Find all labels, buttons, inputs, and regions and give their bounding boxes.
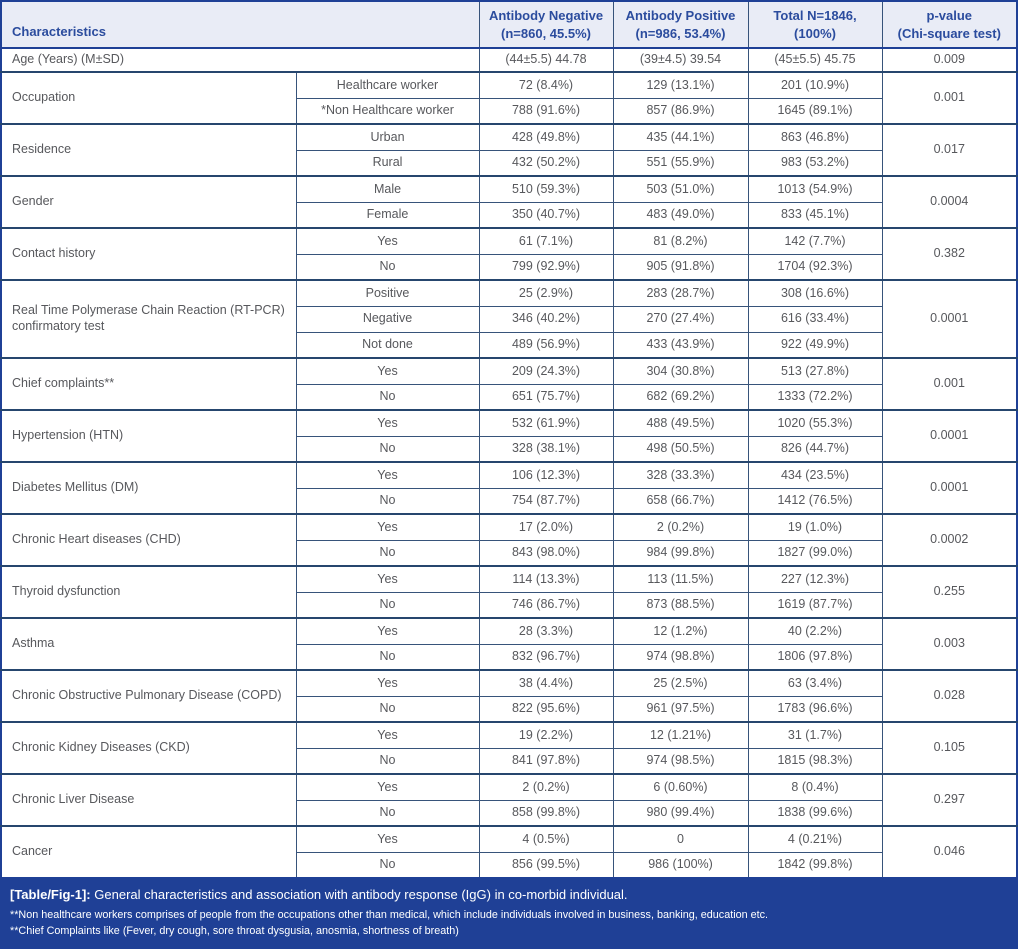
value-cell: 503 (51.0%) bbox=[613, 176, 748, 202]
value-cell: 328 (38.1%) bbox=[479, 436, 613, 462]
characteristic-label: Hypertension (HTN) bbox=[1, 410, 296, 462]
p-value-cell: 0.0002 bbox=[882, 514, 1017, 566]
subcategory-label: No bbox=[296, 644, 479, 670]
characteristic-label: Gender bbox=[1, 176, 296, 228]
characteristic-label: Age (Years) (M±SD) bbox=[1, 48, 479, 72]
characteristic-label: Cancer bbox=[1, 826, 296, 878]
value-cell: 201 (10.9%) bbox=[748, 72, 882, 98]
header-line: (100%) bbox=[794, 25, 836, 41]
value-cell: 974 (98.5%) bbox=[613, 748, 748, 774]
value-cell: 2 (0.2%) bbox=[613, 514, 748, 540]
value-cell: 283 (28.7%) bbox=[613, 280, 748, 306]
subcategory-label: *Non Healthcare worker bbox=[296, 98, 479, 124]
subcategory-label: No bbox=[296, 800, 479, 826]
characteristic-label: Chronic Liver Disease bbox=[1, 774, 296, 826]
value-cell: 435 (44.1%) bbox=[613, 124, 748, 150]
value-cell: 498 (50.5%) bbox=[613, 436, 748, 462]
characteristic-label: Chief complaints** bbox=[1, 358, 296, 410]
table-row bbox=[1, 72, 1017, 98]
characteristic-label: Chronic Obstructive Pulmonary Disease (COPD) bbox=[1, 670, 296, 722]
subcategory-label: Yes bbox=[296, 514, 479, 540]
header-line: Total N=1846, bbox=[773, 8, 857, 23]
p-value-cell: 0.255 bbox=[882, 566, 1017, 618]
value-cell: 28 (3.3%) bbox=[479, 618, 613, 644]
value-cell: 142 (7.7%) bbox=[748, 228, 882, 254]
value-cell: 832 (96.7%) bbox=[479, 644, 613, 670]
value-cell: 81 (8.2%) bbox=[613, 228, 748, 254]
value-cell: 31 (1.7%) bbox=[748, 722, 882, 748]
value-cell: 61 (7.1%) bbox=[479, 228, 613, 254]
characteristic-label: Asthma bbox=[1, 618, 296, 670]
subcategory-label: No bbox=[296, 540, 479, 566]
subcategory-label: No bbox=[296, 748, 479, 774]
value-cell: 40 (2.2%) bbox=[748, 618, 882, 644]
value-cell: 1827 (99.0%) bbox=[748, 540, 882, 566]
p-value-cell: 0.382 bbox=[882, 228, 1017, 280]
table-row bbox=[1, 280, 1017, 306]
value-cell: 984 (99.8%) bbox=[613, 540, 748, 566]
table-row bbox=[1, 176, 1017, 202]
value-cell: 2 (0.2%) bbox=[479, 774, 613, 800]
table-row bbox=[1, 722, 1017, 748]
value-cell: 72 (8.4%) bbox=[479, 72, 613, 98]
characteristic-label: Diabetes Mellitus (DM) bbox=[1, 462, 296, 514]
value-cell: 856 (99.5%) bbox=[479, 852, 613, 878]
value-cell: 25 (2.5%) bbox=[613, 670, 748, 696]
subcategory-label: Yes bbox=[296, 462, 479, 488]
value-cell: 428 (49.8%) bbox=[479, 124, 613, 150]
header-row bbox=[1, 1, 1017, 48]
column-header-p-value bbox=[882, 1, 1017, 48]
value-cell: 980 (99.4%) bbox=[613, 800, 748, 826]
value-cell: 1412 (76.5%) bbox=[748, 488, 882, 514]
subcategory-label: Healthcare worker bbox=[296, 72, 479, 98]
table-row bbox=[1, 124, 1017, 150]
p-value-cell: 0.0004 bbox=[882, 176, 1017, 228]
value-cell: 551 (55.9%) bbox=[613, 150, 748, 176]
p-value-cell: 0.105 bbox=[882, 722, 1017, 774]
value-cell: 974 (98.8%) bbox=[613, 644, 748, 670]
footnote-chief-complaints: **Chief Complaints like (Fever, dry cough, sore throat dysgusia, anosmia, shortness of breath) bbox=[10, 925, 459, 938]
value-cell: 863 (46.8%) bbox=[748, 124, 882, 150]
value-cell: 19 (1.0%) bbox=[748, 514, 882, 540]
value-cell: 1783 (96.6%) bbox=[748, 696, 882, 722]
subcategory-label: Urban bbox=[296, 124, 479, 150]
table-row bbox=[1, 410, 1017, 436]
table-row bbox=[1, 228, 1017, 254]
value-cell: 905 (91.8%) bbox=[613, 254, 748, 280]
subcategory-label: No bbox=[296, 436, 479, 462]
characteristic-label: Chronic Heart diseases (CHD) bbox=[1, 514, 296, 566]
value-cell: 106 (12.3%) bbox=[479, 462, 613, 488]
value-cell: 350 (40.7%) bbox=[479, 202, 613, 228]
table-row bbox=[1, 826, 1017, 852]
value-cell: 25 (2.9%) bbox=[479, 280, 613, 306]
value-cell: 113 (11.5%) bbox=[613, 566, 748, 592]
subcategory-label: No bbox=[296, 696, 479, 722]
value-cell: 961 (97.5%) bbox=[613, 696, 748, 722]
value-cell: 857 (86.9%) bbox=[613, 98, 748, 124]
subcategory-label: No bbox=[296, 384, 479, 410]
value-cell: 1704 (92.3%) bbox=[748, 254, 882, 280]
subcategory-label: Yes bbox=[296, 410, 479, 436]
table-row bbox=[1, 514, 1017, 540]
caption-line bbox=[10, 887, 1008, 902]
value-cell: (44±5.5) 44.78 bbox=[479, 48, 613, 72]
value-cell: 1333 (72.2%) bbox=[748, 384, 882, 410]
p-value-cell: 0.0001 bbox=[882, 410, 1017, 462]
table-row bbox=[1, 462, 1017, 488]
value-cell: 1815 (98.3%) bbox=[748, 748, 882, 774]
caption-text: General characteristics and association with antibody response (IgG) in co-morbid individual. bbox=[94, 887, 628, 903]
value-cell: 873 (88.5%) bbox=[613, 592, 748, 618]
value-cell: 841 (97.8%) bbox=[479, 748, 613, 774]
characteristic-label: Occupation bbox=[1, 72, 296, 124]
value-cell: 1013 (54.9%) bbox=[748, 176, 882, 202]
value-cell: 346 (40.2%) bbox=[479, 306, 613, 332]
column-header-antibody-negative bbox=[479, 1, 613, 48]
table-row bbox=[1, 774, 1017, 800]
subcategory-label: No bbox=[296, 488, 479, 514]
value-cell: 12 (1.2%) bbox=[613, 618, 748, 644]
column-header-antibody-positive bbox=[613, 1, 748, 48]
value-cell: 658 (66.7%) bbox=[613, 488, 748, 514]
p-value-cell: 0.017 bbox=[882, 124, 1017, 176]
p-value-cell: 0.003 bbox=[882, 618, 1017, 670]
value-cell: 12 (1.21%) bbox=[613, 722, 748, 748]
value-cell: 328 (33.3%) bbox=[613, 462, 748, 488]
table-row bbox=[1, 670, 1017, 696]
subcategory-label: Yes bbox=[296, 618, 479, 644]
value-cell: 0 bbox=[613, 826, 748, 852]
p-value-cell: 0.001 bbox=[882, 72, 1017, 124]
column-header-characteristics: Characteristics bbox=[1, 1, 479, 48]
value-cell: 6 (0.60%) bbox=[613, 774, 748, 800]
value-cell: 483 (49.0%) bbox=[613, 202, 748, 228]
value-cell: 510 (59.3%) bbox=[479, 176, 613, 202]
value-cell: 209 (24.3%) bbox=[479, 358, 613, 384]
table-row bbox=[1, 358, 1017, 384]
value-cell: 746 (86.7%) bbox=[479, 592, 613, 618]
value-cell: 532 (61.9%) bbox=[479, 410, 613, 436]
value-cell: (45±5.5) 45.75 bbox=[748, 48, 882, 72]
p-value-cell: 0.0001 bbox=[882, 462, 1017, 514]
table-body bbox=[1, 48, 1017, 878]
value-cell: 682 (69.2%) bbox=[613, 384, 748, 410]
subcategory-label: Negative bbox=[296, 306, 479, 332]
value-cell: 8 (0.4%) bbox=[748, 774, 882, 800]
characteristic-label: Residence bbox=[1, 124, 296, 176]
value-cell: 19 (2.2%) bbox=[479, 722, 613, 748]
table-caption-bar bbox=[0, 879, 1018, 949]
value-cell: 1020 (55.3%) bbox=[748, 410, 882, 436]
subcategory-label: No bbox=[296, 852, 479, 878]
subcategory-label: No bbox=[296, 592, 479, 618]
value-cell: 433 (43.9%) bbox=[613, 332, 748, 358]
table-row bbox=[1, 618, 1017, 644]
value-cell: 986 (100%) bbox=[613, 852, 748, 878]
subcategory-label: Yes bbox=[296, 358, 479, 384]
value-cell: 1645 (89.1%) bbox=[748, 98, 882, 124]
subcategory-label: Male bbox=[296, 176, 479, 202]
table-row bbox=[1, 566, 1017, 592]
value-cell: 227 (12.3%) bbox=[748, 566, 882, 592]
p-value-cell: 0.046 bbox=[882, 826, 1017, 878]
value-cell: 513 (27.8%) bbox=[748, 358, 882, 384]
characteristic-label: Thyroid dysfunction bbox=[1, 566, 296, 618]
value-cell: (39±4.5) 39.54 bbox=[613, 48, 748, 72]
characteristic-label: Contact history bbox=[1, 228, 296, 280]
value-cell: 432 (50.2%) bbox=[479, 150, 613, 176]
header-line: (Chi-square test) bbox=[897, 25, 1001, 41]
subcategory-label: Yes bbox=[296, 670, 479, 696]
header-line: Antibody Positive bbox=[625, 8, 736, 23]
subcategory-label: Yes bbox=[296, 228, 479, 254]
value-cell: 488 (49.5%) bbox=[613, 410, 748, 436]
subcategory-label: Rural bbox=[296, 150, 479, 176]
value-cell: 858 (99.8%) bbox=[479, 800, 613, 826]
p-value-cell: 0.297 bbox=[882, 774, 1017, 826]
subcategory-label: Not done bbox=[296, 332, 479, 358]
column-header-total bbox=[748, 1, 882, 48]
value-cell: 4 (0.21%) bbox=[748, 826, 882, 852]
value-cell: 788 (91.6%) bbox=[479, 98, 613, 124]
subcategory-label: Yes bbox=[296, 826, 479, 852]
value-cell: 1838 (99.6%) bbox=[748, 800, 882, 826]
subcategory-label: Female bbox=[296, 202, 479, 228]
subcategory-label: Yes bbox=[296, 566, 479, 592]
subcategory-label: No bbox=[296, 254, 479, 280]
table-row bbox=[1, 48, 1017, 72]
value-cell: 983 (53.2%) bbox=[748, 150, 882, 176]
value-cell: 270 (27.4%) bbox=[613, 306, 748, 332]
header-line: Antibody Negative bbox=[488, 8, 604, 23]
p-value-cell: 0.009 bbox=[882, 48, 1017, 72]
value-cell: 4 (0.5%) bbox=[479, 826, 613, 852]
value-cell: 843 (98.0%) bbox=[479, 540, 613, 566]
subcategory-label: Yes bbox=[296, 774, 479, 800]
value-cell: 129 (13.1%) bbox=[613, 72, 748, 98]
value-cell: 922 (49.9%) bbox=[748, 332, 882, 358]
value-cell: 114 (13.3%) bbox=[479, 566, 613, 592]
subcategory-label: Yes bbox=[296, 722, 479, 748]
value-cell: 1842 (99.8%) bbox=[748, 852, 882, 878]
value-cell: 754 (87.7%) bbox=[479, 488, 613, 514]
header-line: (n=986, 53.4%) bbox=[635, 25, 726, 41]
value-cell: 38 (4.4%) bbox=[479, 670, 613, 696]
value-cell: 1806 (97.8%) bbox=[748, 644, 882, 670]
header-line: p-value bbox=[926, 8, 973, 23]
characteristic-label: Chronic Kidney Diseases (CKD) bbox=[1, 722, 296, 774]
value-cell: 63 (3.4%) bbox=[748, 670, 882, 696]
value-cell: 616 (33.4%) bbox=[748, 306, 882, 332]
value-cell: 1619 (87.7%) bbox=[748, 592, 882, 618]
p-value-cell: 0.0001 bbox=[882, 280, 1017, 358]
value-cell: 833 (45.1%) bbox=[748, 202, 882, 228]
value-cell: 489 (56.9%) bbox=[479, 332, 613, 358]
p-value-cell: 0.001 bbox=[882, 358, 1017, 410]
value-cell: 308 (16.6%) bbox=[748, 280, 882, 306]
value-cell: 434 (23.5%) bbox=[748, 462, 882, 488]
p-value-cell: 0.028 bbox=[882, 670, 1017, 722]
subcategory-label: Positive bbox=[296, 280, 479, 306]
value-cell: 651 (75.7%) bbox=[479, 384, 613, 410]
value-cell: 799 (92.9%) bbox=[479, 254, 613, 280]
value-cell: 17 (2.0%) bbox=[479, 514, 613, 540]
value-cell: 826 (44.7%) bbox=[748, 436, 882, 462]
figure-label: [Table/Fig-1]: bbox=[10, 887, 91, 903]
value-cell: 822 (95.6%) bbox=[479, 696, 613, 722]
header-line: (n=860, 45.5%) bbox=[501, 25, 591, 41]
value-cell: 304 (30.8%) bbox=[613, 358, 748, 384]
footnote-non-healthcare: **Non healthcare workers comprises of people from the occupations other than medical, which include individuals involved in business, banking, education etc. bbox=[10, 909, 769, 922]
characteristic-label: Real Time Polymerase Chain Reaction (RT-PCR) confirmatory test bbox=[1, 280, 296, 358]
